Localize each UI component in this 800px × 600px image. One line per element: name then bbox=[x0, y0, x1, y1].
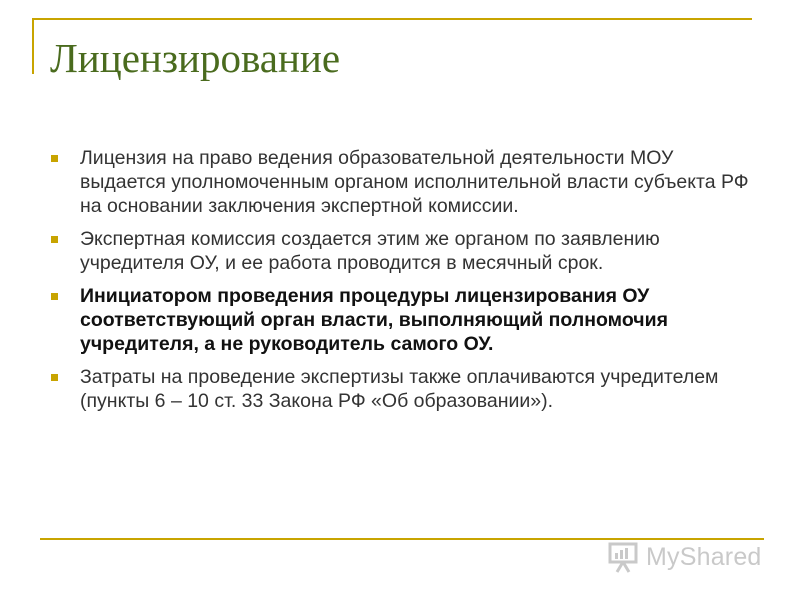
bullet-item bbox=[50, 146, 750, 218]
left-border-line bbox=[32, 18, 34, 74]
bullet-item-emphasis bbox=[50, 284, 750, 356]
bullet-item bbox=[50, 365, 750, 413]
bullet-text: Экспертная комиссия создается этим же органом по заявлению учредителя ОУ, и ее работа проводится в месячный срок. bbox=[80, 228, 660, 274]
bullet-text: Инициатором проведения процедуры лицензирования ОУ соответствующий орган власти, выполняющий полномочия учредителя, а не руководитель самого ОУ. bbox=[80, 285, 668, 355]
bullet-list bbox=[50, 146, 750, 422]
bullet-square-icon bbox=[51, 236, 58, 243]
watermark-logo bbox=[606, 536, 762, 578]
bullet-item bbox=[50, 227, 750, 275]
bullet-text: Затраты на проведение экспертизы также оплачиваются учредителем (пункты 6 – 10 ст. 33 Закона РФ «Об образовании»). bbox=[80, 366, 719, 412]
bullet-square-icon bbox=[51, 293, 58, 300]
slide-title: Лицензирование bbox=[50, 35, 341, 81]
bullet-text: Лицензия на право ведения образовательной деятельности МОУ выдается уполномоченным органом исполнительной власти субъекта РФ на основании заключения экспертной комиссии. bbox=[80, 147, 749, 217]
bullet-square-icon bbox=[51, 155, 58, 162]
watermark-text: MyShared bbox=[646, 542, 762, 571]
presentation-board-icon bbox=[606, 539, 642, 575]
top-border-line bbox=[32, 18, 752, 20]
bullet-square-icon bbox=[51, 374, 58, 381]
